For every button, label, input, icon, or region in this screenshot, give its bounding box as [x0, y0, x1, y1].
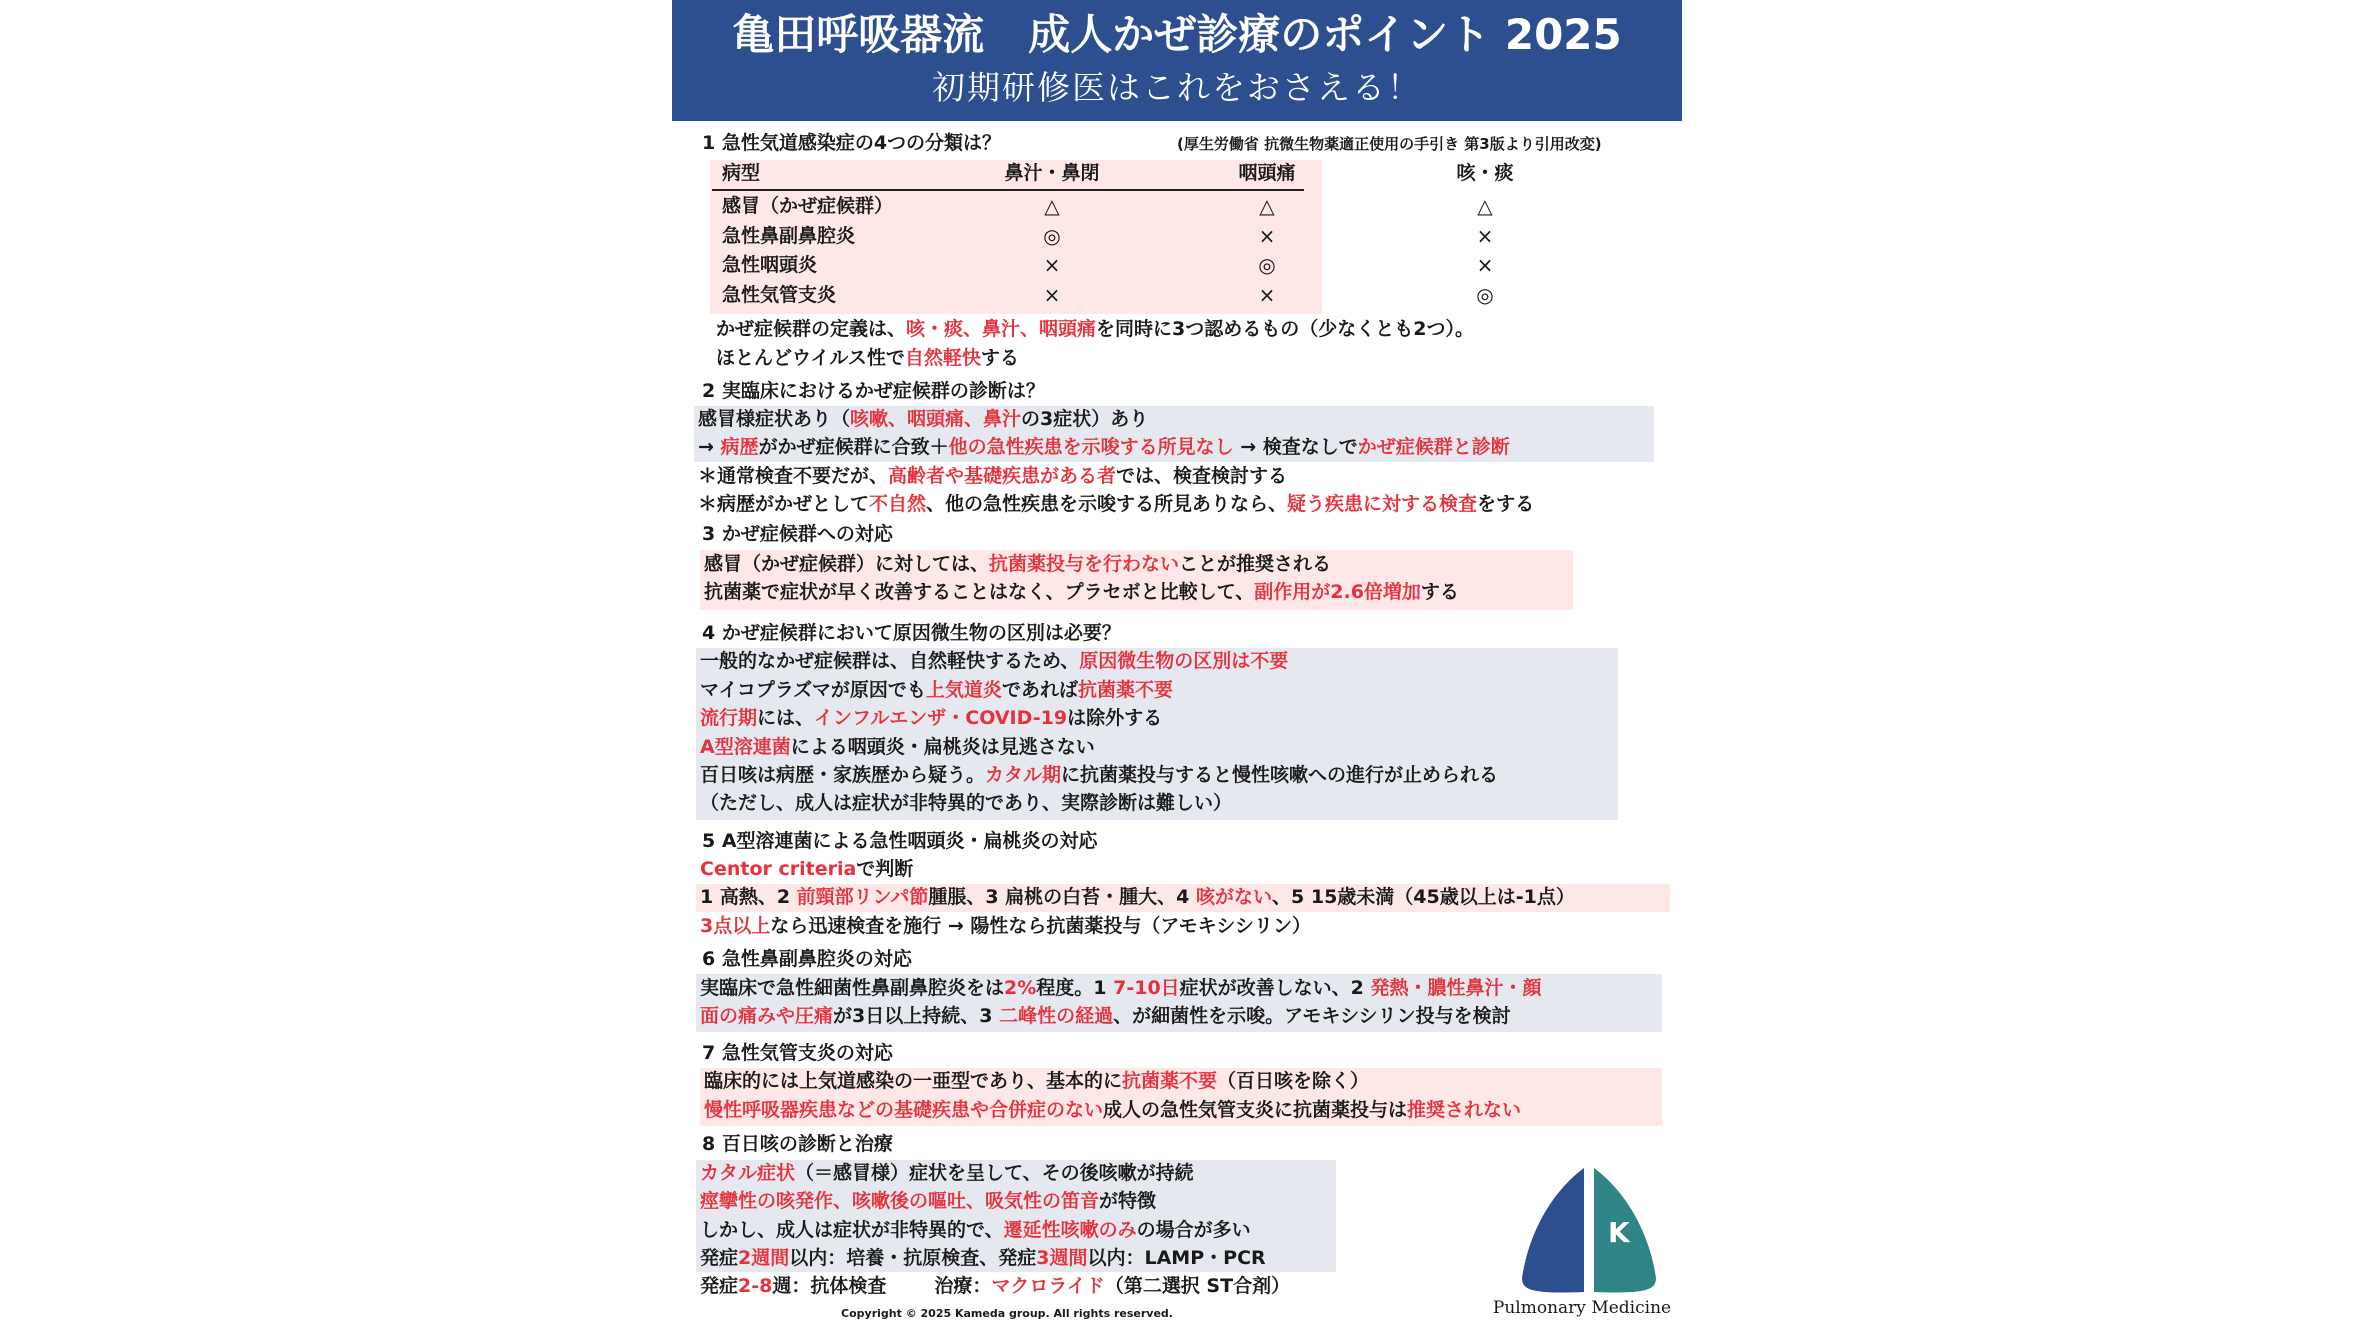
- header-banner: [672, 0, 1682, 121]
- table-cell-type: 急性鼻副鼻腔炎: [722, 225, 856, 247]
- table-cell: ◎: [1476, 283, 1494, 307]
- section-8-line-5: 発症2-8週：抗体検査 治療：マクロライド（第二選択 ST合剤）: [700, 1275, 1291, 1297]
- section-4-line-3: 流行期には、インフルエンザ・COVID-19は除外する: [700, 707, 1163, 729]
- copyright-notice: Copyright © 2025 Kameda group. All rights reserved.: [841, 1307, 1173, 1320]
- section-3-line-2: 抗菌薬で症状が早く改善することはなく、プラセボと比較して、副作用が2.6倍増加する: [704, 581, 1459, 603]
- section-5-line-1: Centor criteriaで判断: [700, 858, 914, 880]
- table-cell: ×: [1043, 253, 1061, 277]
- section-5-line-2: 1 高熱、2 前頸部リンパ節腫脹、3 扁桃の白苔・腫大、4 咳がない、5 15歳未満（45歳以上は-1点）: [700, 886, 1575, 908]
- section-8-line-4: 発症2週間以内：培養・抗原検査、発症3週間以内：LAMP・PCR: [700, 1247, 1266, 1269]
- table-cell-type: 急性気管支炎: [722, 284, 837, 306]
- section-2-line-1: 感冒様症状あり（咳嗽、咽頭痛、鼻汁の3症状）あり: [698, 408, 1149, 430]
- section-6-line-1: 実臨床で急性細菌性鼻副鼻腔炎をは2%程度。1 7-10日症状が改善しない、2 発熱・膿性鼻汁・顔: [700, 977, 1542, 999]
- table-header-rule: [712, 189, 1304, 191]
- page-title: [672, 6, 1682, 64]
- table-header-throat: 咽頭痛: [1238, 162, 1296, 184]
- table-header-nasal: 鼻汁・鼻閉: [1004, 162, 1100, 184]
- section-4-line-6: （ただし、成人は症状が非特異的であり、実際診断は難しい）: [700, 792, 1233, 814]
- table-header-cough: 咳・痰: [1456, 162, 1514, 184]
- title-left: 亀田呼吸器流: [732, 10, 985, 59]
- section-4-line-4: A型溶連菌による咽頭炎・扁桃炎は見逃さない: [700, 736, 1095, 758]
- table-cell: ◎: [1043, 224, 1061, 248]
- section-8-heading: 8 百日咳の診断と治療: [702, 1133, 893, 1155]
- poster-sheet: [672, 0, 1682, 1325]
- section-2-line-3: ＊通常検査不要だが、高齢者や基礎疾患がある者では、検査検討する: [698, 465, 1288, 487]
- title-right: 成人かぜ診療のポイント 2025: [1028, 10, 1622, 59]
- section-8-line-3: しかし、成人は症状が非特異的で、遷延性咳嗽のみの場合が多い: [700, 1219, 1251, 1241]
- table-cell: ×: [1476, 224, 1494, 248]
- section-4-line-2: マイコプラズマが原因でも上気道炎であれば抗菌薬不要: [700, 679, 1173, 701]
- section-3-line-1: 感冒（かぜ症候群）に対しては、抗菌薬投与を行わないことが推奨される: [704, 553, 1332, 575]
- section-3-heading: 3 かぜ症候群への対応: [702, 523, 893, 545]
- section-8-line-2: 痙攣性の咳発作、咳嗽後の嘔吐、吸気性の笛音が特徴: [700, 1190, 1157, 1212]
- section-4-line-5: 百日咳は病歴・家族歴から疑う。カタル期に抗菌薬投与すると慢性咳嗽への進行が止められる: [700, 764, 1499, 786]
- section-6-line-2: 面の痛みや圧痛が3日以上持続、3 二峰性の経過、が細菌性を示唆。アモキシシリン投与を検討: [700, 1005, 1511, 1027]
- section-2-heading: 2 実臨床におけるかぜ症候群の診断は？: [702, 380, 1045, 402]
- page-subtitle: 初期研修医はこれをおさえる！: [932, 68, 1422, 107]
- table-cell-type: 急性咽頭炎: [722, 254, 818, 276]
- logo-mark: K: [1608, 1216, 1630, 1249]
- section-2-line-4: ＊病歴がかぜとして不自然、他の急性疾患を示唆する所見ありなら、疑う疾患に対する検査をする: [698, 493, 1535, 515]
- table-cell: ×: [1258, 283, 1276, 307]
- section-5-line-3: 3点以上なら迅速検査を施行 → 陽性なら抗菌薬投与（アモキシシリン）: [700, 915, 1311, 937]
- section-1-source: (厚生労働省 抗微生物薬適正使用の手引き 第3版より引用改変): [1177, 135, 1602, 153]
- table-cell-type: 感冒（かぜ症候群）: [722, 195, 894, 217]
- table-cell: ◎: [1258, 253, 1276, 277]
- cold-definition: かぜ症候群の定義は、咳・痰、鼻汁、咽頭痛を同時に3つ認めるもの（少なくとも2つ）。: [716, 318, 1474, 340]
- section-2-line-2: → 病歴がかぜ症候群に合致＋他の急性疾患を示唆する所見なし → 検査なしでかぜ症候群と診断: [698, 436, 1510, 458]
- table-header-type: 病型: [722, 162, 761, 184]
- section-7-line-1: 臨床的には上気道感染の一亜型であり、基本的に抗菌薬不要（百日咳を除く）: [704, 1070, 1370, 1092]
- table-cell: ×: [1258, 224, 1276, 248]
- cold-viral-note: ほとんどウイルス性で自然軽快する: [716, 347, 1019, 369]
- table-cell: ×: [1043, 283, 1061, 307]
- table-cell: △: [1477, 194, 1493, 218]
- logo-caption: Pulmonary Medicine: [1492, 1298, 1672, 1318]
- table-cell: △: [1259, 194, 1275, 218]
- section-7-line-2: 慢性呼吸器疾患などの基礎疾患や合併症のない成人の急性気管支炎に抗菌薬投与は推奨されない: [704, 1099, 1522, 1121]
- section-5-heading: 5 A型溶連菌による急性咽頭炎・扁桃炎の対応: [702, 830, 1098, 852]
- section-6-heading: 6 急性鼻副鼻腔炎の対応: [702, 948, 912, 970]
- section-1-heading: 1 急性気道感染症の4つの分類は？: [702, 132, 1002, 154]
- section-7-heading: 7 急性気管支炎の対応: [702, 1042, 893, 1064]
- section-4-heading: 4 かぜ症候群において原因微生物の区別は必要？: [702, 622, 1121, 644]
- table-cell: ×: [1476, 253, 1494, 277]
- lung-logo-icon: [1514, 1160, 1664, 1300]
- section-4-line-1: 一般的なかぜ症候群は、自然軽快するため、原因微生物の区別は不要: [700, 650, 1289, 672]
- section-8-line-1: カタル症状（＝感冒様）症状を呈して、その後咳嗽が持続: [700, 1162, 1194, 1184]
- table-cell: △: [1044, 194, 1060, 218]
